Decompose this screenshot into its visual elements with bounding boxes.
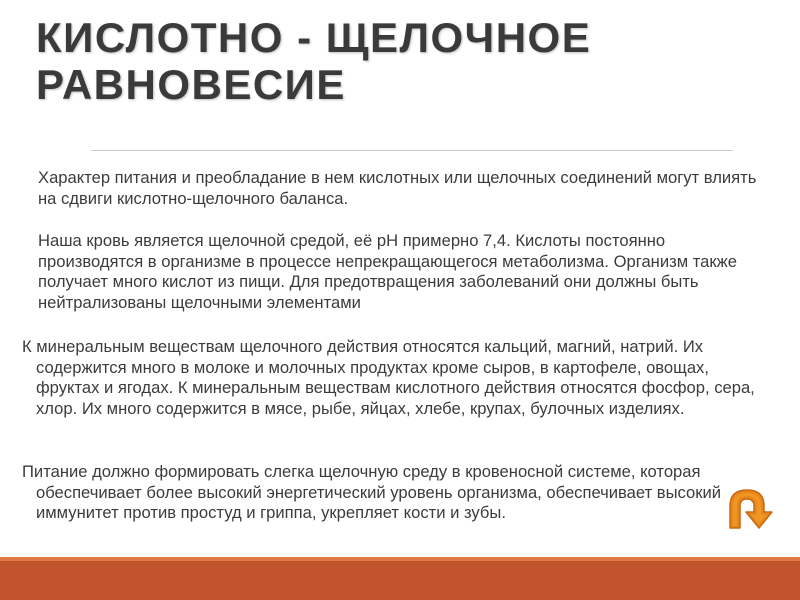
slide-title-line-1: КИСЛОТНО - ЩЕЛОЧНОЕ (36, 14, 592, 61)
paragraph-minerals: К минеральным веществам щелочного действия относятся кальций, магний, натрий. Их содержится много в молоке и молочных продуктах кроме сыров, в картофеле, овощах, фруктах и ягодах. К минеральным веществам кислотного действия относятся фосфор, сера, хлор. Их много содержится в мясе, рыбе, яйцах, хлебе, крупах, булочных изделиях. (22, 337, 755, 418)
return-arrow-graphic (720, 484, 774, 532)
title-divider (91, 150, 733, 151)
paragraph-diet: Характер питания и преобладание в нем кислотных или щелочных соединений могут влиять на сдвиги кислотно-щелочного баланса. (38, 168, 757, 208)
footer-accent-bar-main (0, 561, 800, 600)
slide-title (36, 14, 756, 108)
return-arrow-icon[interactable] (720, 484, 774, 532)
slide-title-line-2: РАВНОВЕСИЕ (36, 61, 346, 108)
paragraph-nutrition: Питание должно формировать слегка щелочную среду в кровеносной системе, которая обеспечивает более высокий энергетический уровень организма, обеспечивает высокий иммунитет против простуд и гриппа, укрепляет кости и зубы. (22, 462, 722, 522)
footer-accent-bar (0, 557, 800, 600)
paragraph-blood-ph: Наша кровь является щелочной средой, её pH примерно 7,4. Кислоты постоянно производятся в организме в процессе непрекращающегося метаболизма. Организм также получает много кислот из пищи. Для предотвращения заболеваний они должны быть нейтрализованы щелочными элементами (38, 231, 737, 312)
